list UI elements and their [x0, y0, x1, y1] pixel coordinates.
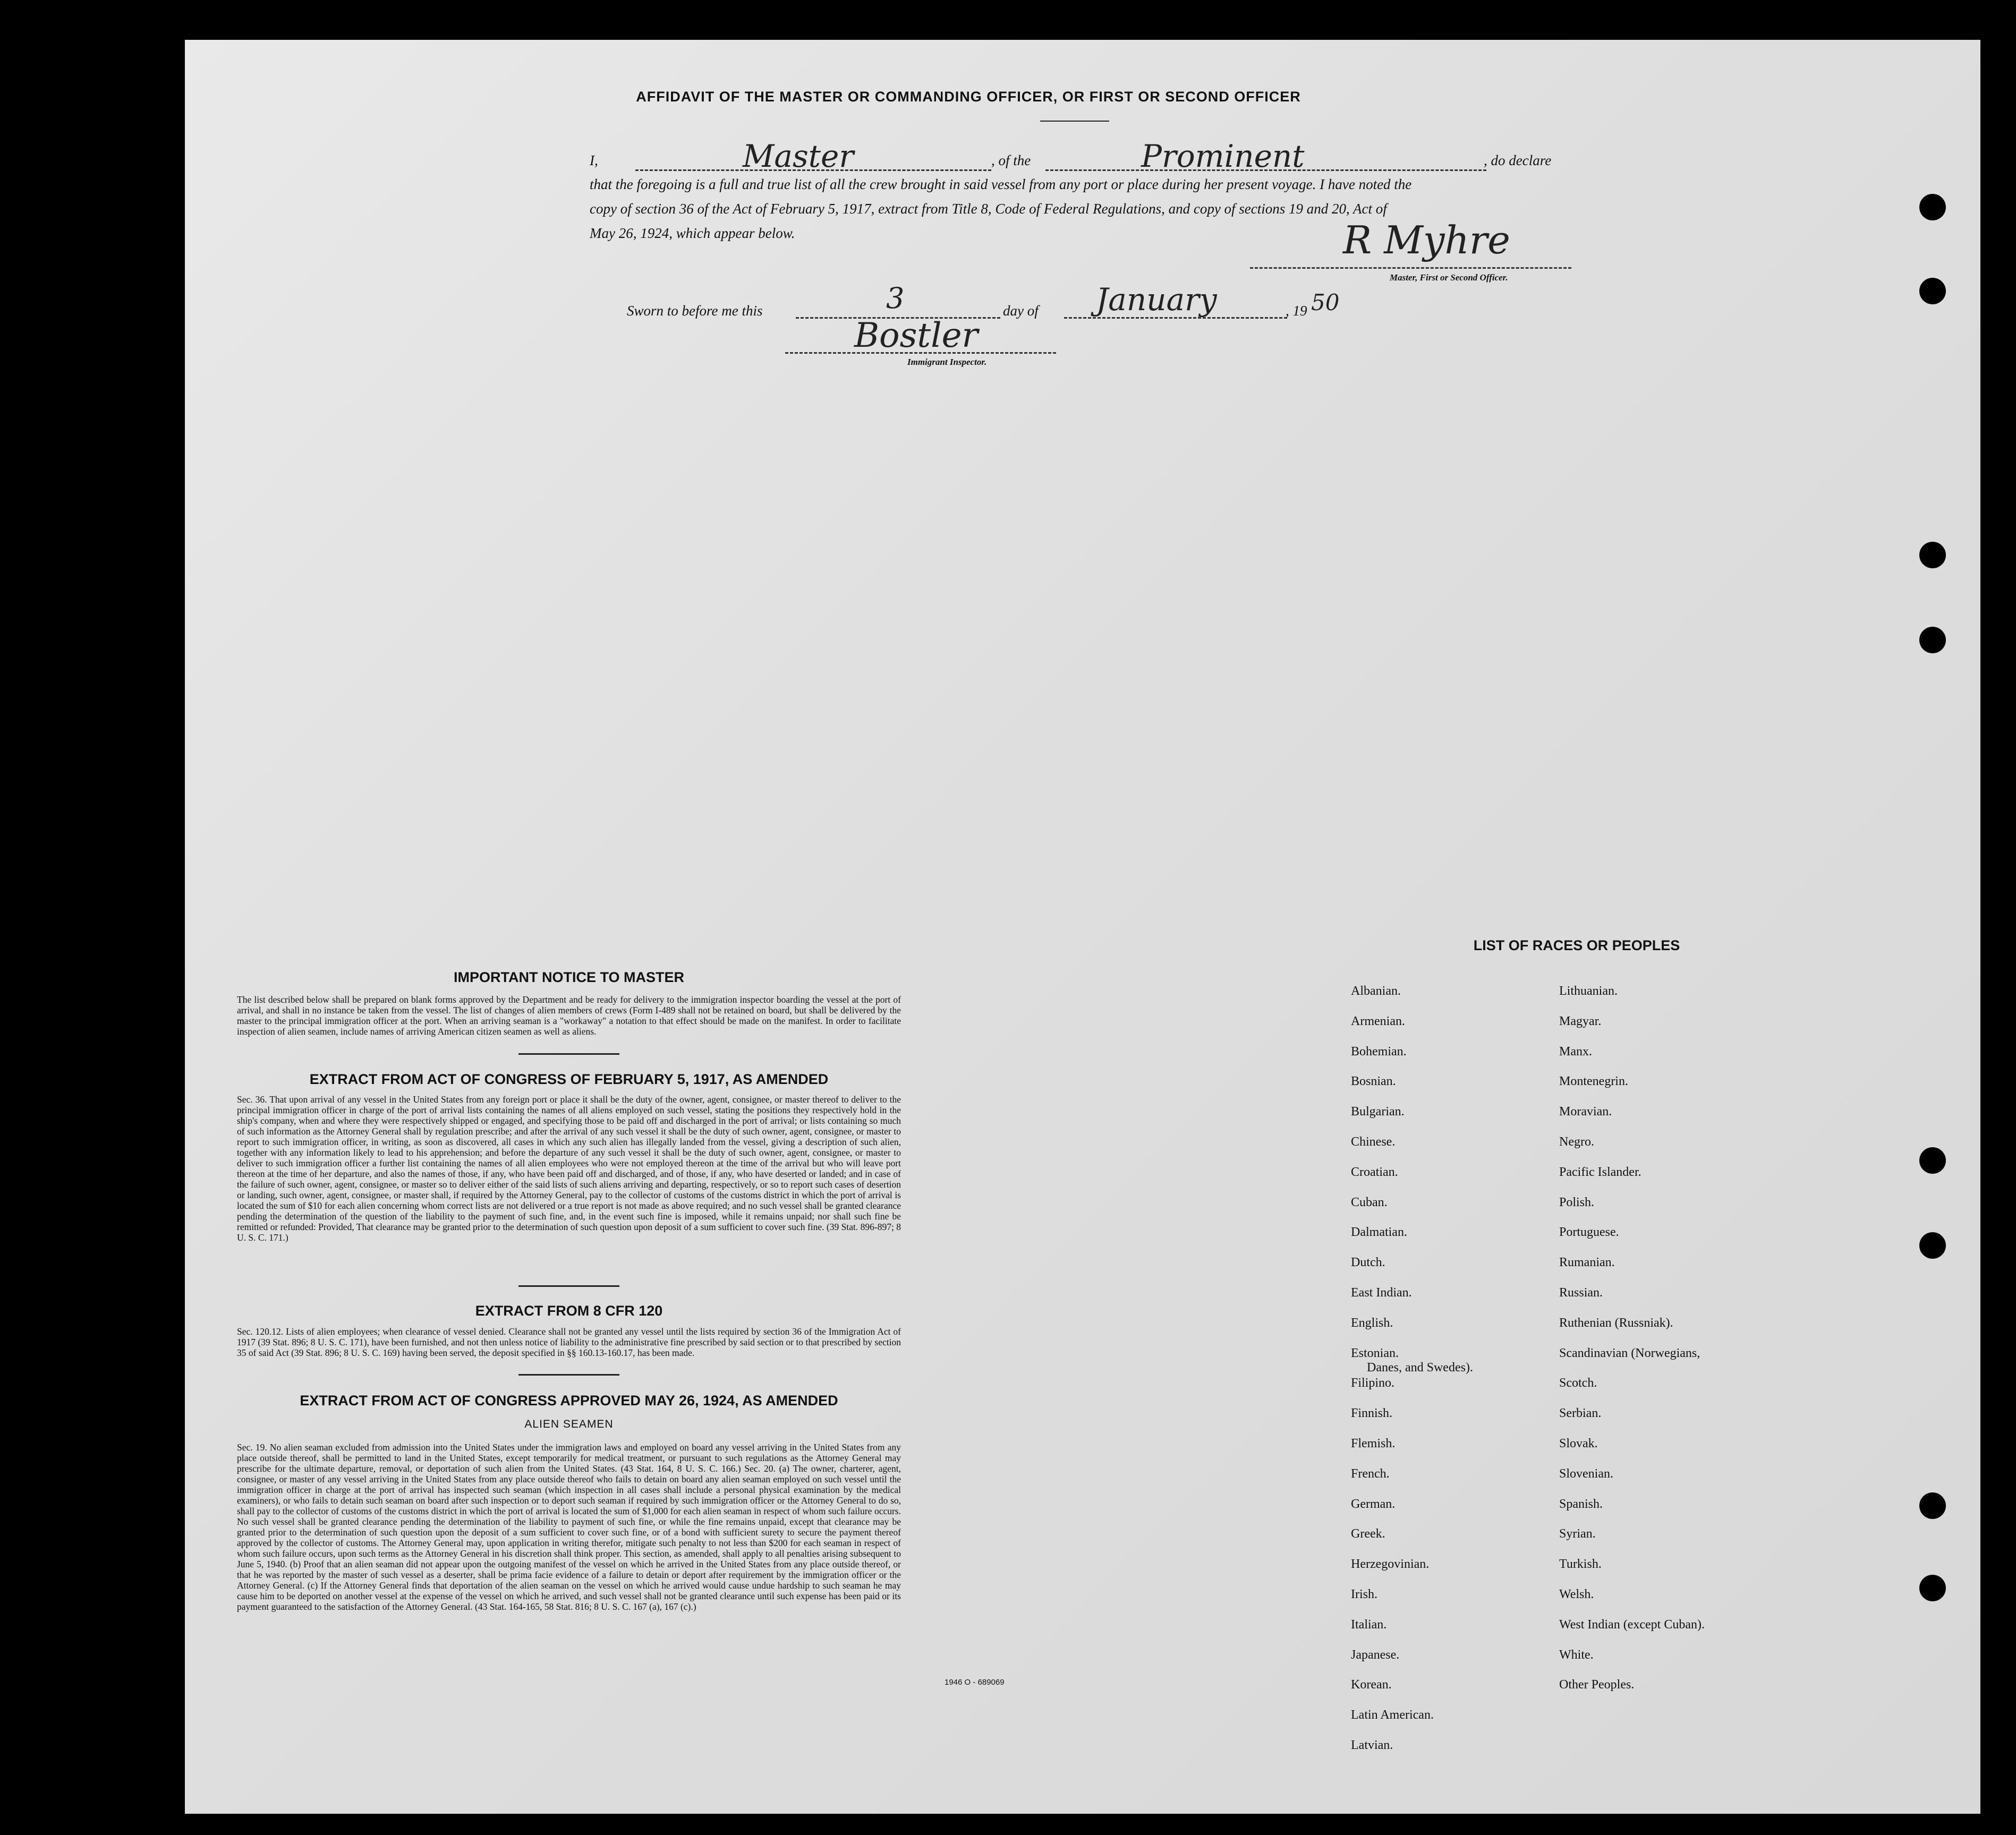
race-item: Syrian. — [1559, 1527, 1596, 1541]
document-page — [185, 40, 1980, 1814]
race-item: Dutch. — [1351, 1256, 1385, 1270]
extract-cfr-title: EXTRACT FROM 8 CFR 120 — [475, 1303, 663, 1319]
race-item: Finnish. — [1351, 1406, 1393, 1421]
signature-caption: Master, First or Second Officer. — [1390, 272, 1508, 283]
race-item: Other Peoples. — [1559, 1678, 1635, 1692]
affidavit-title: AFFIDAVIT OF THE MASTER OR COMMANDING OFFICER, OR FIRST OR SECOND OFFICER — [636, 89, 1301, 105]
race-item: Flemish. — [1351, 1437, 1396, 1450]
notice-text: The list described below shall be prepared on blank forms approved by the Department and be ready for delivery to the immigration inspector boarding the vessel at the port of arrival, and shall in no instance be taken from the vessel. The list of changes of alien members of crews (Form I-489 shall not be retained on board, but shall be delivered by the master to the principal immigration officer at the port. When an arriving seaman is a "workaway" a notation to that effect should be made on the manifest. In order to facilitate inspection of alien seamen, include names of arriving American citizen seamen as well as aliens. — [237, 994, 901, 1037]
race-item: Ruthenian (Russniak). — [1559, 1316, 1673, 1330]
affidavit-line1-prefix: I, — [590, 152, 598, 168]
race-item: Bosnian. — [1351, 1074, 1396, 1089]
race-item: Korean. — [1351, 1678, 1392, 1692]
sworn-year-prefix: , 19 — [1286, 303, 1307, 319]
notice-title: IMPORTANT NOTICE TO MASTER — [454, 969, 684, 985]
punch-hole — [1919, 1492, 1946, 1519]
punch-hole — [1919, 278, 1946, 304]
extract-1917-title: EXTRACT FROM ACT OF CONGRESS OF FEBRUARY 5, 1917, AS AMENDED — [309, 1071, 829, 1087]
affidavit-do-declare: , do declare — [1484, 152, 1552, 168]
punch-hole — [1919, 1232, 1946, 1259]
race-item: Bulgarian. — [1351, 1105, 1405, 1119]
race-item: Scandinavian (Norwegians, — [1559, 1346, 1700, 1360]
race-item: Rumanian. — [1559, 1256, 1615, 1270]
race-item: Polish. — [1559, 1195, 1595, 1209]
race-item: Cuban. — [1351, 1195, 1388, 1209]
race-item: Latin American. — [1351, 1708, 1434, 1722]
race-item: Bohemian. — [1351, 1044, 1407, 1059]
race-item: Greek. — [1351, 1527, 1385, 1541]
punch-hole — [1919, 1147, 1946, 1174]
divider — [518, 1285, 619, 1287]
master-name-handwriting: Master — [743, 138, 854, 174]
race-item: Albanian. — [1351, 984, 1401, 998]
sworn-day-of: day of — [1003, 303, 1039, 319]
race-item: West Indian (except Cuban). — [1559, 1617, 1705, 1632]
year-handwriting: 50 — [1311, 289, 1340, 315]
race-item: Italian. — [1351, 1617, 1387, 1632]
master-signature-handwriting: R Myhre — [1343, 218, 1510, 262]
race-item: Pacific Islander. — [1559, 1165, 1641, 1179]
signature-line — [1250, 267, 1571, 269]
race-item: Scotch. — [1559, 1376, 1597, 1390]
affidavit-line4: May 26, 1924, which appear below. — [590, 225, 795, 241]
extract-cfr-text: Sec. 120.12. Lists of alien employees; when clearance of vessel denied. Clearance shall not be granted any vessel until the lists required by section 36 of the Immigration Act of 1917 (39 Stat. 896; 8 U. S. C. 171), have been furnished, and not then unless notice of liability to the administrative fine prescribed by said section or to that prescribed by section 35 of said Act (39 Stat. 896; 8 U. S. C. 169) having been served, the deposit specified in §§ 160.13-160.17, has been made. — [237, 1326, 901, 1358]
punch-hole — [1919, 1575, 1946, 1601]
race-item: Slovak. — [1559, 1437, 1598, 1450]
punch-hole — [1919, 194, 1946, 220]
sworn-prefix: Sworn to before me this — [627, 303, 763, 319]
race-item: Moravian. — [1559, 1105, 1612, 1119]
race-item: Croatian. — [1351, 1165, 1398, 1179]
race-item: Estonian. — [1351, 1346, 1399, 1360]
race-item: Manx. — [1559, 1044, 1592, 1059]
race-item: Herzegovinian. — [1351, 1557, 1430, 1572]
month-handwriting: January — [1096, 281, 1217, 318]
race-item: Negro. — [1559, 1135, 1594, 1149]
race-item: Russian. — [1559, 1286, 1603, 1300]
race-item: Dalmatian. — [1351, 1225, 1407, 1240]
extract-1917-text: Sec. 36. That upon arrival of any vessel in the United States from any foreign port or place it shall be the duty of the owner, agent, consignee, or master thereof to deliver to the principal immigration officer in charge of the port of arrival lists containing the names of all aliens employed on such vessel, stating the positions they respectively hold in the ship's company, when and where they were respectively shipped or engaged, and specifying those to be paid off and discharged in the port of arrival; or lists containing so much of such information as the Attorney General shall by regulation prescribe; and after the arrival of any such vessel it shall be the duty of such owner, agent, consignee, or master to report to such immigration officer, in writing, as soon as discovered, all cases in which any such alien has illegally landed from the vessel, giving a description of such alien, together with any information likely to lead to his apprehension; and before the departure of any such vessel it shall be the duty of such owner, agent, consignee, or master to deliver to such immigration officer a further list containing the names of all alien employees who were not employed thereon at the time of the arrival but who will leave port thereon at the time of her departure, and also the names of those, if any, who have been paid off and discharged, and of those, if any, who have deserted or landed; and in case of the failure of such owner, agent, consignee, or master so to deliver either of the said lists of such aliens arriving and departing, respectively, or so to report such cases of desertion or landing, such owner, agent, consignee, or master shall, if required by the Attorney General, pay to the collector of customs of the customs district in which the port of arrival is located the sum of $10 for each alien concerning whom correct lists are not delivered or a true report is not made as above required; and no such vessel shall be granted clearance pending the determination of the question of the liability to the payment of such fine, and, in the event such fine is imposed, while it remains unpaid; nor shall such fine be remitted or refunded: Provided, That clearance may be granted prior to the determination of such question upon deposit of a sum sufficient to cover such fine. (39 Stat. 896-897; 8 U. S. C. 171.) — [237, 1094, 901, 1243]
punch-hole — [1919, 627, 1946, 653]
day-handwriting: 3 — [886, 281, 905, 315]
inspector-caption: Immigrant Inspector. — [907, 357, 987, 367]
race-item: Danes, and Swedes). — [1367, 1360, 1473, 1375]
race-item: Welsh. — [1559, 1588, 1594, 1601]
divider — [518, 1053, 619, 1055]
race-item: East Indian. — [1351, 1286, 1412, 1300]
race-item: Irish. — [1351, 1588, 1377, 1601]
race-item: Spanish. — [1559, 1497, 1603, 1511]
inspector-line — [785, 352, 1056, 354]
print-footer: 1946 O - 689069 — [945, 1678, 1005, 1687]
race-item: Armenian. — [1351, 1014, 1405, 1028]
punch-hole — [1919, 542, 1946, 568]
race-item: Turkish. — [1559, 1557, 1602, 1572]
extract-1924-title: EXTRACT FROM ACT OF CONGRESS APPROVED MAY 26, 1924, AS AMENDED — [300, 1393, 838, 1409]
race-item: Filipino. — [1351, 1376, 1395, 1390]
race-item: French. — [1351, 1466, 1390, 1481]
race-item: Magyar. — [1559, 1014, 1602, 1028]
race-item: Montenegrin. — [1559, 1074, 1628, 1089]
race-item: Lithuanian. — [1559, 984, 1618, 998]
divider — [1040, 121, 1109, 122]
race-item: Latvian. — [1351, 1738, 1393, 1752]
affidavit-line2: that the foregoing is a full and true list of all the crew brought in said vessel from any port or place during her present voyage. I have noted the — [590, 176, 1412, 192]
divider — [518, 1374, 619, 1376]
affidavit-of-the: , of the — [991, 152, 1031, 168]
race-item: Portuguese. — [1559, 1225, 1619, 1240]
inspector-signature-handwriting: Bostler — [854, 316, 979, 355]
race-item: Chinese. — [1351, 1135, 1396, 1149]
race-item: English. — [1351, 1316, 1393, 1330]
race-item: Japanese. — [1351, 1648, 1400, 1662]
races-title: LIST OF RACES OR PEOPLES — [1473, 937, 1680, 953]
extract-1924-text: Sec. 19. No alien seaman excluded from admission into the United States under the immigration laws and employed on board any vessel arriving in the United States from any place outside thereof, shall be permitted to land in the United States, except temporarily for medical treatment, or pursuant to such regulations as the Attorney General may prescribe for the ultimate departure, removal, or deportation of such alien from the United States. (43 Stat. 164, 8 U. S. C. 166.) Sec. 20. (a) The owner, charterer, agent, consignee, or master of any vessel arriving in the United States from any place outside thereof who fails to detain on board any alien seaman employed on such vessel until the immigration officer in charge at the port of arrival has inspected such seaman (which inspection in all cases shall include a personal physical examination by the medical examiners), or who fails to detain such seaman on board after such inspection or to deport such seaman if required by such immigration officer or the Attorney General to do so, shall pay to the collector of customs of the customs district in which the port of arrival is located the sum of $1,000 for each alien seaman in respect of whom such failure occurs. No such vessel shall be granted clearance pending the determination of the liability to payment of such fine, or while the fine remains unpaid, except that clearance may be granted prior to the determination of such question upon the deposit of a sum sufficient to cover such fine, or of a bond with sufficient surety to secure the payment thereof approved by the collector of customs. The Attorney General may, upon application in writing therefor, mitigate such penalty to not less than $200 for each seaman in respect of whom such failure occurs, upon such terms as the Attorney General in his discretion shall think proper. This section, as amended, shall apply to all penalties arising subsequent to June 5, 1940. (b) Proof that an alien seaman did not appear upon the outgoing manifest of the vessel on which he arrived in the United States from any place outside thereof, or that he was reported by the master of such vessel as a deserter, shall be prima facie evidence of a failure to detain or deport after requirement by the immigration officer or the Attorney General. (c) If the Attorney General finds that deportation of the alien seaman on the vessel on which he arrived would cause undue hardship to such seaman he may cause him to be deported on another vessel at the expense of the vessel on which he arrived, and such vessel shall not be granted clearance until such expense has been paid or its payment guaranteed to the satisfaction of the Attorney General. (43 Stat. 164-165, 58 Stat. 816; 8 U. S. C. 167 (a), 167 (c).) — [237, 1442, 901, 1612]
affidavit-line3: copy of section 36 of the Act of February 5, 1917, extract from Title 8, Code of Federal Regulations, and copy of sections 19 and 20, Act of — [590, 201, 1387, 217]
race-item: Serbian. — [1559, 1406, 1602, 1421]
vessel-name-handwriting: Prominent — [1141, 138, 1305, 174]
race-item: German. — [1351, 1497, 1396, 1511]
race-item: Slovenian. — [1559, 1466, 1613, 1481]
race-item: White. — [1559, 1648, 1594, 1662]
extract-1924-subtitle: ALIEN SEAMEN — [524, 1418, 614, 1430]
